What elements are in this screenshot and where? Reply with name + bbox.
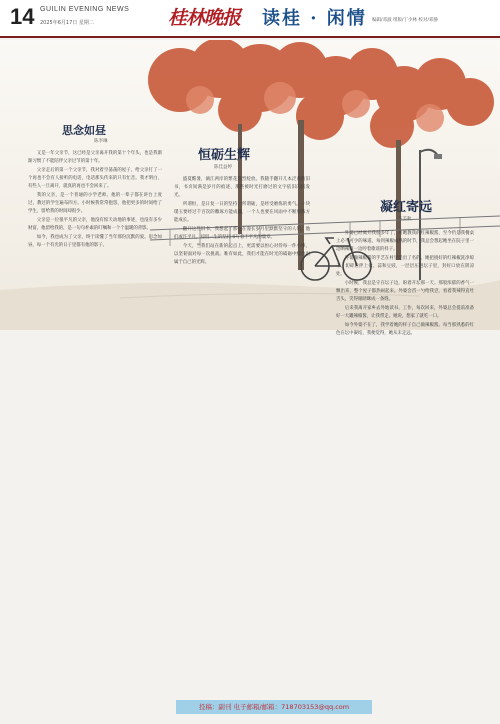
- article-1-paragraph: 父亲是一位很平凡的父亲，他没有惊天动地的事迹，也没有多少财富，他留给我的，是一句句朴素的叮嘱和一个个温暖的背影。: [28, 218, 162, 231]
- article-1-paragraph: 如今，我也成为了父亲，终于读懂了当年那份沉默的爱。思念如昼，每一个有光的日子里都有他的影子。: [28, 235, 162, 248]
- article-3-author: 陈美秋: [398, 217, 412, 222]
- article-1-paragraph: 又是一年父亲节，这已经是父亲离开我的第十个年头，也是我渐渐习惯了不能陪伴父亲过节的第十年。: [28, 151, 162, 164]
- newspaper-logo: 桂林晚报: [168, 7, 241, 29]
- article-2-paragraph: 盛夏酷暑，漓江两岸的繁花热烈绽放。我随手翻开几本泛黄的旧书，书页间满是岁月的痕迹，那些被时光打磨过的文字依旧闪闪发光。: [174, 177, 310, 198]
- article-2-paragraph: 翻开这些旧书，我想起了那些在漫长岁月里默默坚守的人们。他们或许平凡，却用一生的坚持书写着不平凡的篇章。: [174, 227, 310, 240]
- section-title: 读桂 · 闲情: [262, 8, 367, 29]
- article-2-title: 恒砺生辉: [198, 148, 251, 163]
- article-3-paragraph: 外婆做辣椒酱的手艺在村里是出了名的。她把挑好的红辣椒洗净晾干，切碎后拌上盐、蒜和豆豉，一层层压进坛子里，封好口放在阴凉处。: [336, 256, 474, 277]
- article-2-paragraph: 今天，当我们站在新的起点上，更需要以恒心对待每一件小事，以坚韧面对每一次挑战。唯有如此，我们才能在时光的砥砺中绽放出属于自己的光辉。: [174, 244, 310, 265]
- page-header: [0, 0, 500, 38]
- article-3-paragraph: 如今外婆不在了，我学着她的样子自己做辣椒酱。每当那熟悉的红色在坛中凝结，我便觉得，她从未走远。: [336, 323, 474, 336]
- article-1-author: 陈李琳: [94, 139, 108, 144]
- article-3-body: [336, 230, 474, 690]
- submission-contact: 投稿：副刊 电子邮箱/邮箱：718703153@qq.com: [198, 703, 350, 711]
- issue-date: 2025年6月17日 星期二: [40, 20, 94, 26]
- paper-name: GUILIN EVENING NEWS: [40, 6, 130, 13]
- article-3-title: 凝红寄远: [380, 200, 433, 215]
- article-1-body: [28, 150, 162, 690]
- article-2-paragraph: 所谓恒，是日复一日的坚持；所谓砺，是经受磨炼的勇气。一块璞玉要经过千百次的雕琢方能成器，一个人也要在风雨中不断历练方能成长。: [174, 202, 310, 223]
- article-1-paragraph: 我的父亲，是一个普通的小学老师。他的一辈子都在讲台上度过，教过的学生遍布四方。小时候我常常抱怨，他把更多的时间给了学生，留给我的时间却很少。: [28, 193, 162, 214]
- article-3-paragraph: 后来我离开家乡去外地读书、工作，每次回来，外婆总会提前准备好一大罐辣椒酱，让我带走。她说，想家了就吃一口。: [336, 306, 474, 319]
- article-3-paragraph: 小时候，我总是守在坛子边，盼着开坛那一天。那股浓郁的香气一飘出来，整个屋子都热闹起来。外婆会舀一勺给我尝，看着我辣得直吐舌头，笑得眼睛眯成一条缝。: [336, 281, 474, 302]
- article-2-author: 陈佳益婷: [214, 165, 232, 170]
- article-3-paragraph: 外婆已经离开我很多年了，可她教我的红辣椒酱，至今仍是我餐桌上必不可少的味道。每到辣椒成熟的时节，我总会想起她坐在院子里一边晒辣椒一边哼着歌谣的样子。: [336, 231, 474, 252]
- article-1-title: 思念如昼: [62, 124, 106, 137]
- article-2-body: [174, 176, 310, 686]
- editor-credits: 编辑/邓淑 组版/丁少林 校对/邓静: [372, 18, 438, 23]
- article-1-paragraph: 父亲走后的第一个父亲节，我对着空荡荡的屋子，给父亲打了一个再也不会有人接听的电话，电话那头传来的只有忙音。我才明白，有些人一旦离开，就真的再也不会回来了。: [28, 168, 162, 189]
- page-number: 14: [10, 4, 35, 29]
